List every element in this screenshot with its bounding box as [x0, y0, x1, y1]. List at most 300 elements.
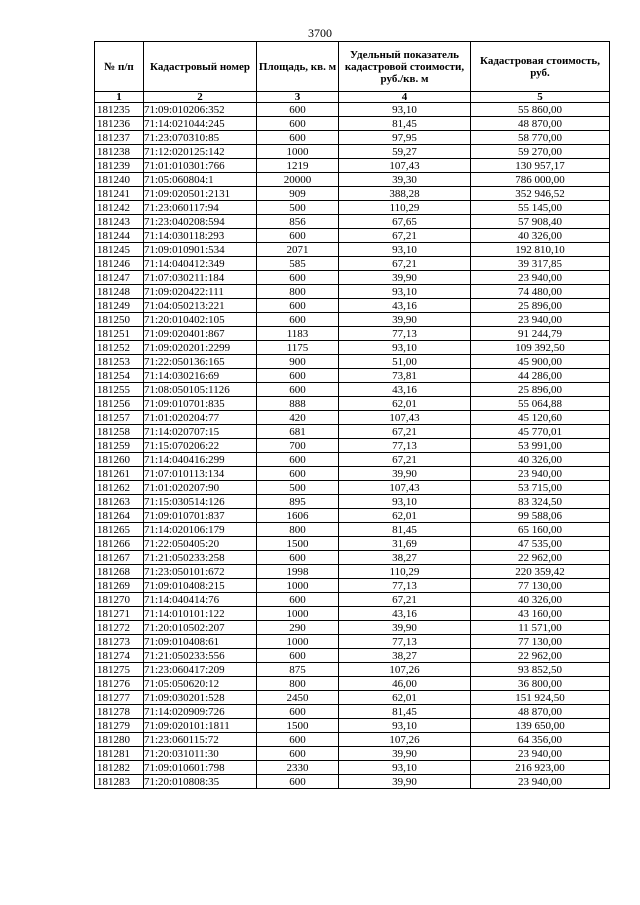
row-number: 181267 — [95, 551, 144, 565]
table-body — [95, 103, 610, 789]
table-row — [95, 705, 610, 719]
area-value: 856 — [257, 215, 339, 229]
cost-value: 22 962,00 — [471, 649, 610, 663]
rate-value: 67,21 — [339, 257, 471, 271]
table-row — [95, 719, 610, 733]
page-number: 3700 — [308, 26, 332, 40]
row-number: 181266 — [95, 537, 144, 551]
row-number: 181245 — [95, 243, 144, 257]
cost-value: 77 130,00 — [471, 579, 610, 593]
cost-value: 55 064,88 — [471, 397, 610, 411]
row-number: 181281 — [95, 747, 144, 761]
rate-value: 93,10 — [339, 243, 471, 257]
table-row — [95, 145, 610, 159]
cost-value: 45 900,00 — [471, 355, 610, 369]
area-value: 600 — [257, 299, 339, 313]
table-row — [95, 775, 610, 789]
column-number: 5 — [471, 92, 610, 103]
rate-value: 38,27 — [339, 551, 471, 565]
row-number: 181264 — [95, 509, 144, 523]
cadastral-number: 71:23:060115:72 — [144, 733, 257, 747]
rate-value: 43,16 — [339, 383, 471, 397]
rate-value: 107,43 — [339, 411, 471, 425]
area-value: 290 — [257, 621, 339, 635]
cadastral-number: 71:20:031011:30 — [144, 747, 257, 761]
cost-value: 23 940,00 — [471, 775, 610, 789]
cadastral-number: 71:09:010601:798 — [144, 761, 257, 775]
row-number: 181237 — [95, 131, 144, 145]
area-value: 600 — [257, 131, 339, 145]
area-value: 1606 — [257, 509, 339, 523]
rate-value: 81,45 — [339, 117, 471, 131]
row-number: 181274 — [95, 649, 144, 663]
cadastral-number: 71:07:010113:134 — [144, 467, 257, 481]
rate-value: 67,21 — [339, 453, 471, 467]
table-row — [95, 215, 610, 229]
table-row — [95, 411, 610, 425]
cost-value: 48 870,00 — [471, 117, 610, 131]
area-value: 500 — [257, 481, 339, 495]
table-row — [95, 257, 610, 271]
header-no: № п/п — [95, 42, 144, 92]
area-value: 1500 — [257, 719, 339, 733]
header-cadastral-number: Кадастровый номер — [144, 42, 257, 92]
area-value: 1175 — [257, 341, 339, 355]
table-row — [95, 271, 610, 285]
cadastral-number: 71:09:020401:867 — [144, 327, 257, 341]
rate-value: 39,90 — [339, 775, 471, 789]
rate-value: 39,90 — [339, 621, 471, 635]
table-row — [95, 369, 610, 383]
row-number: 181235 — [95, 103, 144, 117]
cost-value: 109 392,50 — [471, 341, 610, 355]
cost-value: 59 270,00 — [471, 145, 610, 159]
table-row — [95, 607, 610, 621]
row-number: 181241 — [95, 187, 144, 201]
row-number: 181262 — [95, 481, 144, 495]
cadastral-number: 71:01:020204:77 — [144, 411, 257, 425]
area-value: 800 — [257, 677, 339, 691]
table-row — [95, 159, 610, 173]
rate-value: 107,43 — [339, 159, 471, 173]
cost-value: 65 160,00 — [471, 523, 610, 537]
row-number: 181242 — [95, 201, 144, 215]
rate-value: 39,90 — [339, 467, 471, 481]
cadastral-number: 71:15:030514:126 — [144, 495, 257, 509]
table-row — [95, 747, 610, 761]
row-number: 181276 — [95, 677, 144, 691]
cost-value: 77 130,00 — [471, 635, 610, 649]
cost-value: 192 810,10 — [471, 243, 610, 257]
cadastral-number: 71:09:030201:528 — [144, 691, 257, 705]
cadastral-number: 71:14:020707:15 — [144, 425, 257, 439]
cost-value: 786 000,00 — [471, 173, 610, 187]
cadastral-number: 71:21:050233:556 — [144, 649, 257, 663]
row-number: 181269 — [95, 579, 144, 593]
cadastral-number: 71:08:050105:1126 — [144, 383, 257, 397]
cost-value: 352 946,52 — [471, 187, 610, 201]
rate-value: 62,01 — [339, 691, 471, 705]
column-number: 3 — [257, 92, 339, 103]
rate-value: 388,28 — [339, 187, 471, 201]
cost-value: 74 480,00 — [471, 285, 610, 299]
cost-value: 53 991,00 — [471, 439, 610, 453]
rate-value: 43,16 — [339, 607, 471, 621]
rate-value: 67,65 — [339, 215, 471, 229]
cost-value: 11 571,00 — [471, 621, 610, 635]
area-value: 420 — [257, 411, 339, 425]
area-value: 600 — [257, 383, 339, 397]
rate-value: 97,95 — [339, 131, 471, 145]
cadastral-number: 71:14:010101:122 — [144, 607, 257, 621]
cost-value: 36 800,00 — [471, 677, 610, 691]
row-number: 181252 — [95, 341, 144, 355]
cadastral-number: 71:14:030118:293 — [144, 229, 257, 243]
column-number: 4 — [339, 92, 471, 103]
area-value: 1000 — [257, 579, 339, 593]
cadastral-number: 71:20:010502:207 — [144, 621, 257, 635]
area-value: 2450 — [257, 691, 339, 705]
cadastral-number: 71:05:050620:12 — [144, 677, 257, 691]
area-value: 1183 — [257, 327, 339, 341]
rate-value: 110,29 — [339, 565, 471, 579]
area-value: 600 — [257, 229, 339, 243]
table-row — [95, 481, 610, 495]
cadastral-number: 71:14:021044:245 — [144, 117, 257, 131]
rate-value: 77,13 — [339, 327, 471, 341]
row-number: 181263 — [95, 495, 144, 509]
table-row — [95, 383, 610, 397]
cadastral-number: 71:01:010301:766 — [144, 159, 257, 173]
cost-value: 93 852,50 — [471, 663, 610, 677]
rate-value: 77,13 — [339, 579, 471, 593]
table-row — [95, 649, 610, 663]
table-row — [95, 201, 610, 215]
table-row — [95, 691, 610, 705]
row-number: 181265 — [95, 523, 144, 537]
area-value: 800 — [257, 285, 339, 299]
row-number: 181280 — [95, 733, 144, 747]
cost-value: 55 860,00 — [471, 103, 610, 117]
area-value: 600 — [257, 453, 339, 467]
cadastral-number: 71:14:020106:179 — [144, 523, 257, 537]
area-value: 585 — [257, 257, 339, 271]
table-row — [95, 551, 610, 565]
cadastral-number: 71:23:040208:594 — [144, 215, 257, 229]
cost-value: 216 923,00 — [471, 761, 610, 775]
row-number: 181244 — [95, 229, 144, 243]
column-number: 2 — [144, 92, 257, 103]
area-value: 600 — [257, 733, 339, 747]
table-row — [95, 467, 610, 481]
row-number: 181238 — [95, 145, 144, 159]
row-number: 181236 — [95, 117, 144, 131]
cost-value: 40 326,00 — [471, 229, 610, 243]
row-number: 181268 — [95, 565, 144, 579]
rate-value: 93,10 — [339, 495, 471, 509]
cost-value: 220 359,42 — [471, 565, 610, 579]
area-value: 600 — [257, 117, 339, 131]
area-value: 1000 — [257, 635, 339, 649]
cost-value: 40 326,00 — [471, 453, 610, 467]
row-number: 181257 — [95, 411, 144, 425]
area-value: 600 — [257, 649, 339, 663]
rate-value: 67,21 — [339, 425, 471, 439]
row-number: 181283 — [95, 775, 144, 789]
row-number: 181271 — [95, 607, 144, 621]
table-row — [95, 173, 610, 187]
area-value: 1500 — [257, 537, 339, 551]
cost-value: 151 924,50 — [471, 691, 610, 705]
row-number: 181275 — [95, 663, 144, 677]
row-number: 181251 — [95, 327, 144, 341]
table-row — [95, 663, 610, 677]
area-value: 895 — [257, 495, 339, 509]
rate-value: 39,30 — [339, 173, 471, 187]
area-value: 1998 — [257, 565, 339, 579]
cadastral-number: 71:14:020909:726 — [144, 705, 257, 719]
cost-value: 48 870,00 — [471, 705, 610, 719]
cost-value: 23 940,00 — [471, 747, 610, 761]
table-row — [95, 299, 610, 313]
rate-value: 62,01 — [339, 397, 471, 411]
cost-value: 43 160,00 — [471, 607, 610, 621]
rate-value: 31,69 — [339, 537, 471, 551]
table-row — [95, 187, 610, 201]
table-row — [95, 425, 610, 439]
table-row — [95, 285, 610, 299]
cadastral-number: 71:09:010408:215 — [144, 579, 257, 593]
row-number: 181250 — [95, 313, 144, 327]
cost-value: 91 244,79 — [471, 327, 610, 341]
cost-value: 64 356,00 — [471, 733, 610, 747]
cadastral-number: 71:09:010408:61 — [144, 635, 257, 649]
cadastral-number: 71:14:040416:299 — [144, 453, 257, 467]
row-number: 181240 — [95, 173, 144, 187]
rate-value: 73,81 — [339, 369, 471, 383]
area-value: 1219 — [257, 159, 339, 173]
table-row — [95, 565, 610, 579]
cadastral-number: 71:12:020125:142 — [144, 145, 257, 159]
cadastral-number: 71:05:060804:1 — [144, 173, 257, 187]
cadastral-number: 71:14:040412:349 — [144, 257, 257, 271]
area-value: 600 — [257, 271, 339, 285]
table-row — [95, 131, 610, 145]
area-value: 800 — [257, 523, 339, 537]
cadastral-number: 71:22:050136:165 — [144, 355, 257, 369]
table-header — [95, 42, 610, 103]
table-row — [95, 313, 610, 327]
area-value: 600 — [257, 369, 339, 383]
cost-value: 47 535,00 — [471, 537, 610, 551]
cadastral-number: 71:04:050213:221 — [144, 299, 257, 313]
table-row — [95, 761, 610, 775]
rate-value: 39,90 — [339, 271, 471, 285]
cadastral-table — [94, 41, 610, 789]
cadastral-number: 71:09:020422:111 — [144, 285, 257, 299]
rate-value: 46,00 — [339, 677, 471, 691]
cost-value: 22 962,00 — [471, 551, 610, 565]
table-row — [95, 635, 610, 649]
area-value: 2071 — [257, 243, 339, 257]
cadastral-number: 71:23:070310:85 — [144, 131, 257, 145]
area-value: 600 — [257, 103, 339, 117]
rate-value: 107,26 — [339, 733, 471, 747]
table-row — [95, 397, 610, 411]
row-number: 181248 — [95, 285, 144, 299]
row-number: 181279 — [95, 719, 144, 733]
row-number: 181282 — [95, 761, 144, 775]
area-value: 500 — [257, 201, 339, 215]
cost-value: 58 770,00 — [471, 131, 610, 145]
cost-value: 45 770,01 — [471, 425, 610, 439]
rate-value: 93,10 — [339, 761, 471, 775]
area-value: 909 — [257, 187, 339, 201]
table-row — [95, 593, 610, 607]
area-value: 681 — [257, 425, 339, 439]
table-row — [95, 453, 610, 467]
cadastral-number: 71:14:040414:76 — [144, 593, 257, 607]
row-number: 181272 — [95, 621, 144, 635]
table-row — [95, 495, 610, 509]
rate-value: 59,27 — [339, 145, 471, 159]
cost-value: 83 324,50 — [471, 495, 610, 509]
rate-value: 107,26 — [339, 663, 471, 677]
area-value: 900 — [257, 355, 339, 369]
row-number: 181239 — [95, 159, 144, 173]
cadastral-number: 71:15:070206:22 — [144, 439, 257, 453]
cadastral-number: 71:20:010402:105 — [144, 313, 257, 327]
table-row — [95, 523, 610, 537]
row-number: 181246 — [95, 257, 144, 271]
row-number: 181256 — [95, 397, 144, 411]
rate-value: 77,13 — [339, 439, 471, 453]
area-value: 600 — [257, 551, 339, 565]
row-number: 181270 — [95, 593, 144, 607]
row-number: 181254 — [95, 369, 144, 383]
table-row — [95, 229, 610, 243]
cadastral-number: 71:20:010808:35 — [144, 775, 257, 789]
table-row — [95, 243, 610, 257]
rate-value: 93,10 — [339, 719, 471, 733]
area-value: 600 — [257, 467, 339, 481]
row-number: 181243 — [95, 215, 144, 229]
table-row — [95, 621, 610, 635]
area-value: 888 — [257, 397, 339, 411]
rate-value: 93,10 — [339, 103, 471, 117]
cadastral-number: 71:09:010901:534 — [144, 243, 257, 257]
row-number: 181277 — [95, 691, 144, 705]
row-number: 181247 — [95, 271, 144, 285]
area-value: 20000 — [257, 173, 339, 187]
table-row — [95, 439, 610, 453]
cadastral-number: 71:07:030211:184 — [144, 271, 257, 285]
header-cost: Кадастровая стоимость, руб. — [471, 42, 610, 92]
row-number: 181260 — [95, 453, 144, 467]
area-value: 600 — [257, 313, 339, 327]
cadastral-number: 71:21:050233:258 — [144, 551, 257, 565]
row-number: 181255 — [95, 383, 144, 397]
cost-value: 45 120,60 — [471, 411, 610, 425]
rate-value: 62,01 — [339, 509, 471, 523]
cadastral-number: 71:23:060417:209 — [144, 663, 257, 677]
cost-value: 99 588,06 — [471, 509, 610, 523]
cost-value: 55 145,00 — [471, 201, 610, 215]
rate-value: 77,13 — [339, 635, 471, 649]
row-number: 181261 — [95, 467, 144, 481]
cadastral-number: 71:09:020201:2299 — [144, 341, 257, 355]
area-value: 600 — [257, 593, 339, 607]
area-value: 600 — [257, 747, 339, 761]
table-row — [95, 733, 610, 747]
cadastral-number: 71:14:030216:69 — [144, 369, 257, 383]
rate-value: 81,45 — [339, 523, 471, 537]
cadastral-number: 71:23:060117:94 — [144, 201, 257, 215]
rate-value: 67,21 — [339, 593, 471, 607]
cost-value: 23 940,00 — [471, 271, 610, 285]
area-value: 1000 — [257, 607, 339, 621]
cost-value: 57 908,40 — [471, 215, 610, 229]
rate-value: 93,10 — [339, 285, 471, 299]
cadastral-number: 71:09:010701:835 — [144, 397, 257, 411]
rate-value: 67,21 — [339, 229, 471, 243]
rate-value: 107,43 — [339, 481, 471, 495]
cost-value: 40 326,00 — [471, 593, 610, 607]
cadastral-number: 71:09:020501:2131 — [144, 187, 257, 201]
table-row — [95, 355, 610, 369]
cadastral-number: 71:09:020101:1811 — [144, 719, 257, 733]
cadastral-number: 71:01:020207:90 — [144, 481, 257, 495]
area-value: 2330 — [257, 761, 339, 775]
area-value: 600 — [257, 705, 339, 719]
table-row — [95, 537, 610, 551]
cost-value: 139 650,00 — [471, 719, 610, 733]
column-number: 1 — [95, 92, 144, 103]
rate-value: 81,45 — [339, 705, 471, 719]
cost-value: 23 940,00 — [471, 313, 610, 327]
header-row — [95, 42, 610, 92]
rate-value: 43,16 — [339, 299, 471, 313]
cadastral-number: 71:09:010701:837 — [144, 509, 257, 523]
table-row — [95, 341, 610, 355]
cost-value: 25 896,00 — [471, 383, 610, 397]
header-rate: Удельный показатель кадастровой стоимости, руб./кв. м — [339, 42, 471, 92]
row-number: 181249 — [95, 299, 144, 313]
table-row — [95, 327, 610, 341]
cost-value: 23 940,00 — [471, 467, 610, 481]
table-row — [95, 579, 610, 593]
rate-value: 110,29 — [339, 201, 471, 215]
cost-value: 44 286,00 — [471, 369, 610, 383]
table-row — [95, 677, 610, 691]
cadastral-number: 71:09:010206:352 — [144, 103, 257, 117]
rate-value: 51,00 — [339, 355, 471, 369]
table-row — [95, 117, 610, 131]
row-number: 181278 — [95, 705, 144, 719]
area-value: 875 — [257, 663, 339, 677]
cadastral-number: 71:22:050405:20 — [144, 537, 257, 551]
area-value: 600 — [257, 775, 339, 789]
cost-value: 130 957,17 — [471, 159, 610, 173]
row-number: 181259 — [95, 439, 144, 453]
area-value: 700 — [257, 439, 339, 453]
cost-value: 39 317,85 — [471, 257, 610, 271]
row-number: 181273 — [95, 635, 144, 649]
table-row — [95, 103, 610, 117]
rate-value: 39,90 — [339, 747, 471, 761]
rate-value: 93,10 — [339, 341, 471, 355]
rate-value: 38,27 — [339, 649, 471, 663]
